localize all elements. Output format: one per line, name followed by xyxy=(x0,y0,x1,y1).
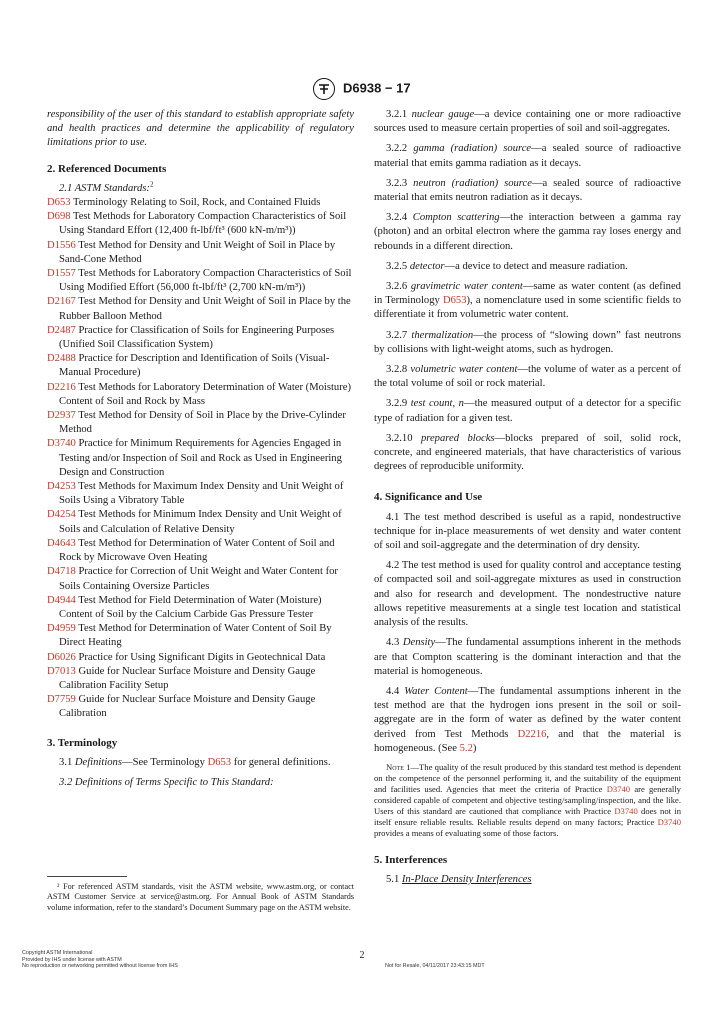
para-4-2: 4.2 The test method is used for quality control and acceptance testing of compacted soil and soil-aggregate mixtures as used in construction and also for research and development. The nondestructive nature allows repetitive measurements at a single test location and statistical analysis of the results. xyxy=(374,560,681,629)
footnote-divider xyxy=(47,876,127,877)
link-d3740[interactable]: D3740 xyxy=(657,816,681,827)
references-list xyxy=(47,196,354,722)
reference-link[interactable]: D4959 xyxy=(47,623,76,635)
reference-link[interactable]: D4643 xyxy=(47,537,76,549)
definitions-list-2 xyxy=(374,329,681,475)
section-3-2: 3.2 Definitions of Terms Specific to This Standard: xyxy=(59,776,274,788)
section-2-title: 2. Referenced Documents xyxy=(47,162,167,175)
section-2-1: 2.1 ASTM Standards:$^2$ xyxy=(59,180,154,194)
designation: D6938 − 17 xyxy=(343,80,411,96)
definition-item: 3.2.8 volumetric water content—the volume of water as a percent of the total volume of soil or rock material. xyxy=(374,364,681,390)
reference-item: D2216 Test Methods for Laboratory Determination of Water (Moisture) Content of Soil and Rock by Mass xyxy=(47,381,351,407)
reference-item: D653 Terminology Relating to Soil, Rock, and Contained Fluids xyxy=(47,197,321,209)
reference-item: D2167 Test Method for Density and Unit Weight of Soil in Place by the Rubber Balloon Method xyxy=(47,296,351,322)
reference-link[interactable]: D653 xyxy=(47,197,71,209)
reference-item: D2487 Practice for Classification of Soils for Engineering Purposes (Unified Soil Classification System) xyxy=(47,324,335,351)
reference-item: D4643 Test Method for Determination of Water Content of Soil and Rock by Microwave Oven Heating xyxy=(47,537,335,564)
reference-item: D4253 Test Methods for Maximum Index Density and Unit Weight of Soils Using a Vibratory Table xyxy=(47,481,344,507)
reference-link[interactable]: D4254 xyxy=(47,509,76,521)
copyright-block: Copyright ASTM International Provided by IHS under license with ASTM No reproduction or networking permitted without license from IHS xyxy=(22,950,178,970)
reference-link[interactable]: D4253 xyxy=(47,481,76,493)
reference-link[interactable]: D7013 xyxy=(47,665,76,677)
section-5-title: 5. Interferences xyxy=(374,853,448,866)
reference-link[interactable]: D4944 xyxy=(47,594,76,606)
link-d653[interactable]: D653 xyxy=(442,295,467,307)
reference-item: D4944 Test Method for Field Determination of Water (Moisture) Content of Soil by the Calcium Carbide Gas Pressure Tester xyxy=(47,594,322,620)
definition-item: 3.2.10 prepared blocks—blocks prepared of soil, solid rock, concrete, and engineered materials, that have characteristics of various degrees of reproducible uniformity. xyxy=(374,432,681,473)
definition-item: 3.2.2 gamma (radiation) source—a sealed source of radioactive material that emits gamma radiation as it decays. xyxy=(374,143,681,169)
reference-item: D4959 Test Method for Determination of Water Content of Soil By Direct Heating xyxy=(47,623,332,649)
right-column xyxy=(374,108,681,893)
para-4-3: 4.3 Density—The fundamental assumptions inherent in the methods are that Compton scattering is the dominant interaction and that the material is homogeneous. xyxy=(374,637,682,677)
link-d3740[interactable]: D3740 xyxy=(606,783,631,794)
reference-link[interactable]: D698 xyxy=(47,211,71,223)
reference-link[interactable]: D2937 xyxy=(47,410,76,422)
reference-item: D2488 Practice for Description and Identification of Soils (Visual-Manual Procedure) xyxy=(47,353,330,379)
definition-item: 3.2.3 neutron (radiation) source—a sealed source of radioactive material that emits neutron radiation as it decays. xyxy=(374,177,682,204)
astm-logo-icon xyxy=(313,78,335,100)
section-3-1: 3.1 Definitions—See Terminology D653 for general definitions. xyxy=(59,756,331,768)
reference-item: D7013 Guide for Nuclear Surface Moisture and Density Gauge Calibration Facility Setup xyxy=(47,665,316,691)
reference-item: D3740 Practice for Minimum Requirements for Agencies Engaged in Testing and/or Inspection of Soil and Rock as Used in Engineering Design and Construction xyxy=(47,438,342,478)
page-number: 2 xyxy=(359,950,365,961)
reference-item: D2937 Test Method for Density of Soil in Place by the Drive-Cylinder Method xyxy=(47,410,346,436)
intro-text: responsibility of the user of this standard to establish appropriate safety and health practices and determine the applicability of regulatory limitations prior to use. xyxy=(47,109,354,149)
reference-link[interactable]: D1557 xyxy=(47,268,76,280)
link-d653[interactable]: D653 xyxy=(207,756,232,768)
reference-item: D7759 Guide for Nuclear Surface Moisture and Density Gauge Calibration xyxy=(47,694,316,720)
reference-item: D1556 Test Method for Density and Unit Weight of Soil in Place by Sand-Cone Method xyxy=(47,239,336,265)
reference-item: D4254 Test Methods for Minimum Index Density and Unit Weight of Soils and Calculation of Relative Density xyxy=(47,509,342,535)
definitions-list xyxy=(374,108,681,274)
page-header xyxy=(0,78,724,100)
reference-link[interactable]: D1556 xyxy=(47,239,76,251)
definition-3-2-6: 3.2.6 gravimetric water content—same as water content (as defined in Terminology D653), a nomenclature used in some scientific fields to differentiate it from volumetric water content. xyxy=(374,281,682,321)
note-1: Note 1—The quality of the result produced by this standard test method is dependent on the competence of the personnel performing it, and the suitability of the equipment and facilities used. Agencies that meet the criteria of Practice D3740 are generally considered capable of competent and objective testing/sampling/inspection, and the like. Users of this standard are cautioned that compliance with Practice D3740 does not in itself ensure reliable results. Reliable results depend on many factors; Practice D3740 provides a means of evaluating some of those factors. xyxy=(374,761,681,838)
reference-item: D4718 Practice for Correction of Unit Weight and Water Content for Soils Containing Oversize Particles xyxy=(47,566,338,592)
definition-item: 3.2.9 test count, n—the measured output of a detector for a specific type of radiation for a given test. xyxy=(374,398,681,424)
para-4-1: 4.1 The test method described is useful as a rapid, nondestructive technique for in-place measurements of wet density and water content of soil and soil-aggregate and the determination of dry density. xyxy=(374,511,681,552)
reference-link[interactable]: D2487 xyxy=(47,324,76,336)
reference-item: D1557 Test Methods for Laboratory Compaction Characteristics of Soil Using Modified Effort (56,000 ft-lbf/ft³ (2,700 kN-m/m³)) xyxy=(47,268,352,294)
para-4-4: 4.4 Water Content—The fundamental assumptions inherent in the test method are that the hydrogen ions present in the soil or soil-aggregate are in the form of water as defined by the water content derived from Test Methods D2216, and that the material is homogeneous. (See 5.2) xyxy=(374,685,682,754)
reference-link[interactable]: D6026 xyxy=(47,651,76,663)
reference-item: D6026 Practice for Using Significant Digits in Geotechnical Data xyxy=(47,651,326,663)
link-d2216[interactable]: D2216 xyxy=(517,728,547,740)
reference-link[interactable]: D7759 xyxy=(47,694,76,706)
link-section-5-2[interactable]: 5.2 xyxy=(459,742,473,754)
reference-link[interactable]: D4718 xyxy=(47,566,76,578)
reference-link[interactable]: D2216 xyxy=(47,381,76,393)
section-3-title: 3. Terminology xyxy=(47,736,118,749)
footnote: ² For referenced ASTM standards, visit the ASTM website, www.astm.org, or contact ASTM Customer Service at service@astm.org. For Annual Book of ASTM Standards volume information, refer to the standard’s Document Summary page on the ASTM website. xyxy=(47,882,354,912)
reference-link[interactable]: D3740 xyxy=(47,438,76,450)
link-d3740[interactable]: D3740 xyxy=(614,805,638,816)
definition-item: 3.2.1 nuclear gauge—a device containing one or more radioactive sources used to measure certain properties of soil and soil-aggregates. xyxy=(374,109,681,135)
left-column xyxy=(47,108,354,796)
section-4-title: 4. Significance and Use xyxy=(374,491,483,504)
reference-link[interactable]: D2167 xyxy=(47,296,76,308)
definition-item: 3.2.4 Compton scattering—the interaction between a gamma ray (photon) and an orbital electron where the gamma ray loses energy and rebounds in a different direction. xyxy=(374,212,681,252)
resale-stamp: Not for Resale, 04/11/2017 23:43:15 MDT xyxy=(385,963,485,969)
definition-item: 3.2.7 thermalization—the process of “slowing down” fast neutrons by collisions with light-weight atoms, such as hydrogen. xyxy=(374,329,681,355)
definition-item: 3.2.5 detector—a device to detect and measure radiation. xyxy=(386,260,628,272)
reference-item: D698 Test Methods for Laboratory Compaction Characteristics of Soil Using Standard Effort (12,400 ft-lbf/ft³ (600 kN-m/m³)) xyxy=(47,211,347,237)
para-5-1: 5.1 In-Place Density Interferences xyxy=(386,874,532,886)
reference-link[interactable]: D2488 xyxy=(47,353,76,365)
